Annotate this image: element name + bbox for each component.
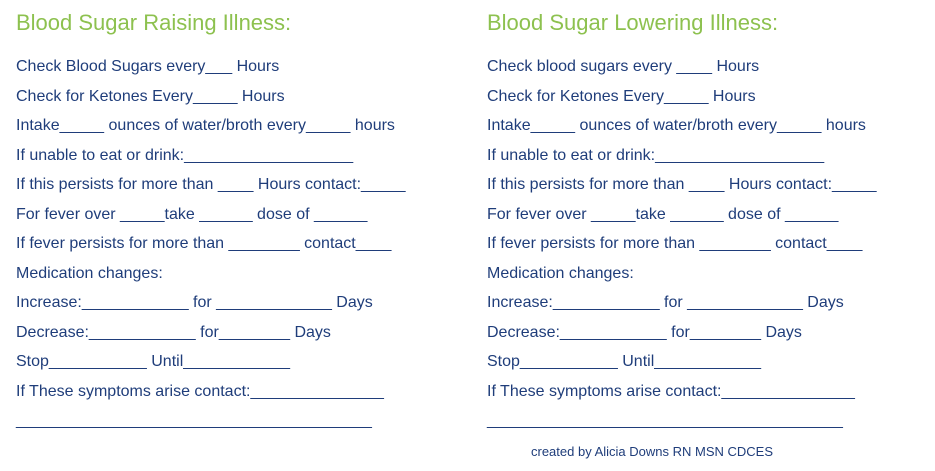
instruction-line: If this persists for more than ____ Hours contact:_____ (487, 176, 877, 193)
instruction-line: If this persists for more than ____ Hours contact:_____ (16, 176, 406, 193)
instruction-line: For fever over _____take ______ dose of ______ (487, 205, 839, 223)
raising-illness-title: Blood Sugar Raising Illness: (16, 10, 292, 35)
instruction-line: Medication changes: (487, 264, 634, 282)
lowering-illness-title: Blood Sugar Lowering Illness: (487, 10, 779, 35)
instruction-line: Check for Ketones Every_____ Hours (16, 87, 285, 105)
instruction-line: Decrease:____________ for________ Days (487, 323, 802, 341)
lowering-illness-instructions (487, 52, 927, 436)
instruction-line: ________________________________________ (487, 412, 843, 429)
instruction-line: Decrease:____________ for________ Days (16, 323, 331, 341)
instruction-line: If fever persists for more than ________ contact____ (487, 235, 863, 252)
raising-illness-instructions (16, 52, 456, 436)
instruction-line: If These symptoms arise contact:_______________ (16, 382, 384, 400)
instruction-line: Intake_____ ounces of water/broth every_____ hours (487, 117, 866, 134)
instruction-line: Check Blood Sugars every___ Hours (16, 58, 280, 75)
instruction-line: ________________________________________ (16, 412, 372, 429)
instruction-line: Stop___________ Until____________ (16, 353, 291, 370)
raising-illness-section (16, 8, 456, 436)
instruction-line: Check for Ketones Every_____ Hours (487, 87, 756, 105)
lowering-illness-section (487, 8, 927, 436)
instruction-line: For fever over _____take ______ dose of ______ (16, 205, 368, 223)
instruction-line: Stop___________ Until____________ (487, 353, 762, 370)
instruction-line: If unable to eat or drink:___________________ (16, 146, 354, 164)
author-credit: created by Alicia Downs RN MSN CDCES (531, 444, 774, 459)
instruction-line: Check blood sugars every ____ Hours (487, 58, 760, 75)
instruction-line: If unable to eat or drink:___________________ (487, 146, 825, 164)
instruction-line: Medication changes: (16, 264, 163, 282)
instruction-line: Increase:____________ for _____________ Days (487, 294, 844, 311)
instruction-line: If fever persists for more than ________ contact____ (16, 235, 392, 252)
instruction-line: Intake_____ ounces of water/broth every_____ hours (16, 117, 395, 134)
instruction-line: If These symptoms arise contact:_______________ (487, 382, 855, 400)
instruction-line: Increase:____________ for _____________ Days (16, 294, 373, 311)
